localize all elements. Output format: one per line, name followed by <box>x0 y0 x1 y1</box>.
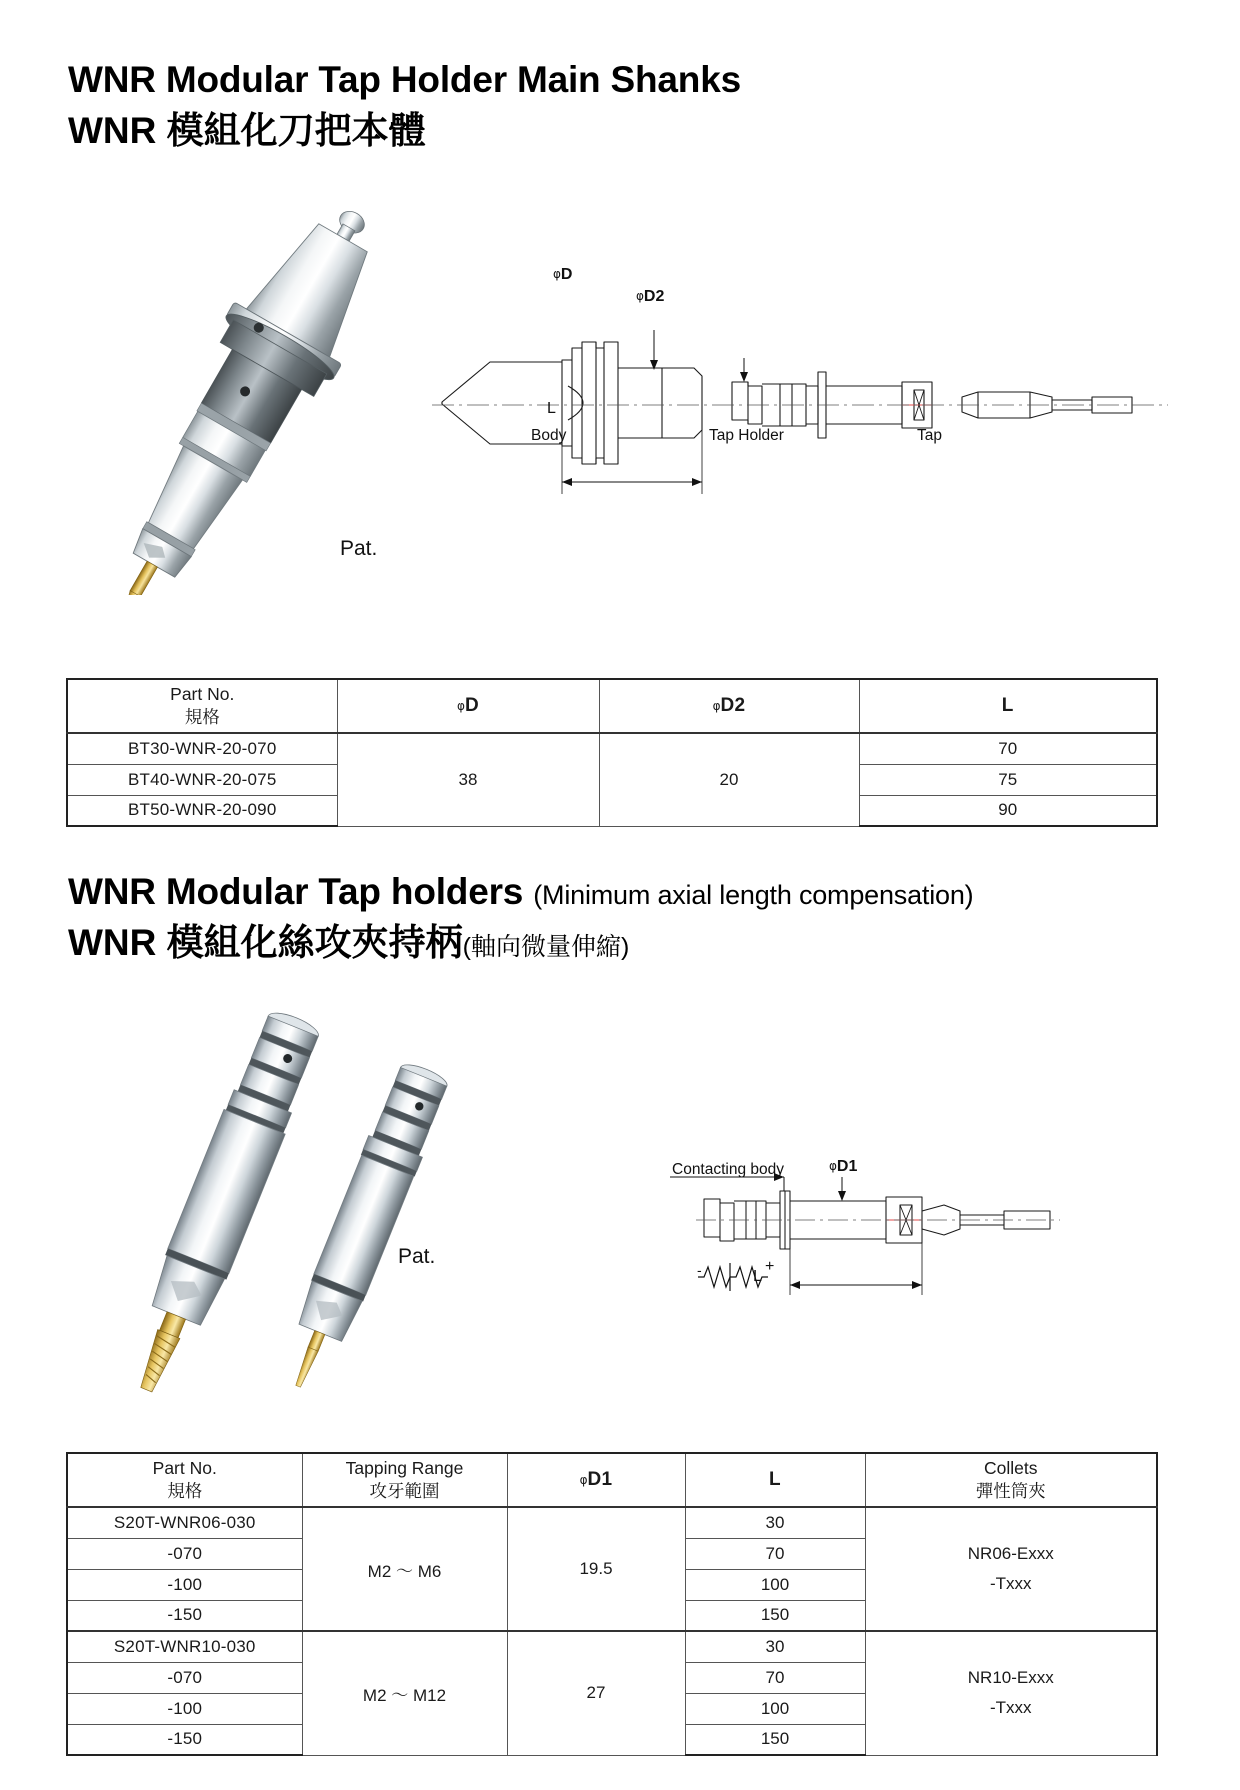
cell-l-value: 75 <box>859 764 1157 795</box>
cell-tapping-range: M2 ～ M6 <box>302 1507 507 1631</box>
product-photo-main-shank <box>78 175 438 595</box>
phiD-text: D <box>560 266 573 283</box>
cell-part-no: -070 <box>67 1662 302 1693</box>
cell-part-no: BT40-WNR-20-075 <box>67 764 337 795</box>
section1-heading <box>68 58 741 154</box>
th-phiD2 <box>599 679 859 733</box>
cell-part-no: -150 <box>67 1600 302 1631</box>
cell-part-no: BT30-WNR-20-070 <box>67 733 337 764</box>
caption-tap: Tap <box>917 427 942 444</box>
th-d-text: D <box>464 695 479 717</box>
th-part-no-en-1: Part No. <box>170 683 235 704</box>
cell-d1-value: 19.5 <box>507 1507 685 1631</box>
cell-d-value: 38 <box>337 733 599 826</box>
table1-header-row <box>67 679 1157 733</box>
spec-table-main-shanks <box>66 678 1158 827</box>
dimension-label-L1: L <box>547 400 556 417</box>
cell-collet-line1: NR06-Exxx <box>967 1544 1054 1563</box>
th-part-no-en-2: Part No. <box>152 1457 217 1478</box>
th-phiD <box>337 679 599 733</box>
cell-l-value: 150 <box>685 1600 865 1631</box>
phi-symbol-d1: φ <box>829 1159 837 1173</box>
phi-symbol-th-d1: φ <box>579 1473 588 1488</box>
cell-collets <box>865 1507 1157 1631</box>
section2-title-en-sub: (Minimum axial length compensation) <box>533 880 974 910</box>
caption-contacting-body: Contacting body <box>672 1161 785 1178</box>
cell-part-no: -150 <box>67 1724 302 1755</box>
cell-part-no: -100 <box>67 1693 302 1724</box>
product-photo-tap-holders <box>95 995 495 1245</box>
cell-d2-value: 20 <box>599 733 859 826</box>
caption-body: Body <box>531 427 567 444</box>
cell-part-no: -100 <box>67 1569 302 1600</box>
th-tapping-range <box>302 1453 507 1507</box>
cell-collet-line2: -Txxx <box>989 1698 1032 1718</box>
th-collets-zh: 彈性筒夾 <box>975 1481 1046 1501</box>
phi-symbol-d: φ <box>553 267 561 281</box>
th-l-text-1: L <box>1001 695 1014 717</box>
section2-title-en <box>68 870 973 914</box>
cell-collet-line2: -Txxx <box>989 1574 1032 1593</box>
th-phiD1 <box>507 1453 685 1507</box>
phiD2-text: D2 <box>643 288 665 305</box>
cell-l-value: 30 <box>685 1507 865 1538</box>
section2-title-en-main: WNR Modular Tap holders <box>68 871 524 912</box>
patent-note-1: Pat. <box>340 537 378 560</box>
spec-table-tap-holders <box>66 1452 1158 1756</box>
section2-heading <box>68 870 973 966</box>
th-collets-en: Collets <box>984 1457 1038 1478</box>
th-d2-text: D2 <box>720 695 746 717</box>
cell-l-value: 100 <box>685 1693 865 1724</box>
cell-d1-value: 27 <box>507 1631 685 1755</box>
phi-symbol-th-d: φ <box>457 699 465 714</box>
patent-note-2: Pat. <box>398 1245 436 1268</box>
th-part-no-zh-1: 規格 <box>184 707 220 727</box>
cell-l-value: 70 <box>685 1662 865 1693</box>
th-tapping-range-zh: 攻牙範圍 <box>369 1481 440 1501</box>
spring-plus-sign: + <box>765 1258 775 1275</box>
dimension-label-phiD <box>553 266 572 284</box>
section1-title-zh: WNR 模組化刀把本體 <box>68 109 426 151</box>
th-L-2 <box>685 1453 865 1507</box>
th-l-text-2: L <box>769 1469 781 1491</box>
th-tapping-range-en: Tapping Range <box>345 1457 464 1478</box>
caption-tap-holder: Tap Holder <box>709 427 784 444</box>
cell-l-value: 150 <box>685 1724 865 1755</box>
section1-title-en: WNR Modular Tap Holder Main Shanks <box>68 59 741 100</box>
th-d1-text: D1 <box>587 1469 613 1491</box>
cell-collet-line1: NR10-Exxx <box>967 1668 1054 1688</box>
cell-tapping-range: M2 ～ M12 <box>302 1631 507 1755</box>
cell-part-no: BT50-WNR-20-090 <box>67 795 337 826</box>
section2-title-zh <box>68 920 973 966</box>
phiD1-text: D1 <box>836 1158 858 1175</box>
cell-l-value: 70 <box>685 1538 865 1569</box>
section2-title-zh-main: WNR 模組化絲攻夾持柄 <box>68 921 463 963</box>
dimension-label-phiD2 <box>636 288 664 306</box>
th-part-no-1 <box>67 679 337 733</box>
th-part-no-2 <box>67 1453 302 1507</box>
th-L-1 <box>859 679 1157 733</box>
cell-part-no: S20T-WNR06-030 <box>67 1507 302 1538</box>
cell-l-value: 100 <box>685 1569 865 1600</box>
th-part-no-zh-2: 規格 <box>167 1481 203 1501</box>
table-row <box>67 1507 1157 1538</box>
cell-part-no: -070 <box>67 1538 302 1569</box>
section2-title-zh-sub: (軸向微量伸縮) <box>462 932 630 961</box>
phi-symbol-d2: φ <box>636 289 644 303</box>
phi-symbol-th-d2: φ <box>712 699 721 714</box>
spring-minus-sign: - <box>697 1262 702 1278</box>
table-row <box>67 1631 1157 1662</box>
table2-header-row <box>67 1453 1157 1507</box>
cell-part-no: S20T-WNR10-030 <box>67 1631 302 1662</box>
cell-l-value: 70 <box>859 733 1157 764</box>
line-drawing-main-shank <box>432 290 1172 520</box>
cell-l-value: 30 <box>685 1631 865 1662</box>
dimension-label-phiD1 <box>829 1158 857 1176</box>
table-row <box>67 733 1157 764</box>
cell-collets <box>865 1631 1157 1755</box>
cell-l-value: 90 <box>859 795 1157 826</box>
line-drawing-tap-holder <box>660 1155 1140 1335</box>
th-collets <box>865 1453 1157 1507</box>
dimension-label-L2: L <box>753 1268 762 1285</box>
